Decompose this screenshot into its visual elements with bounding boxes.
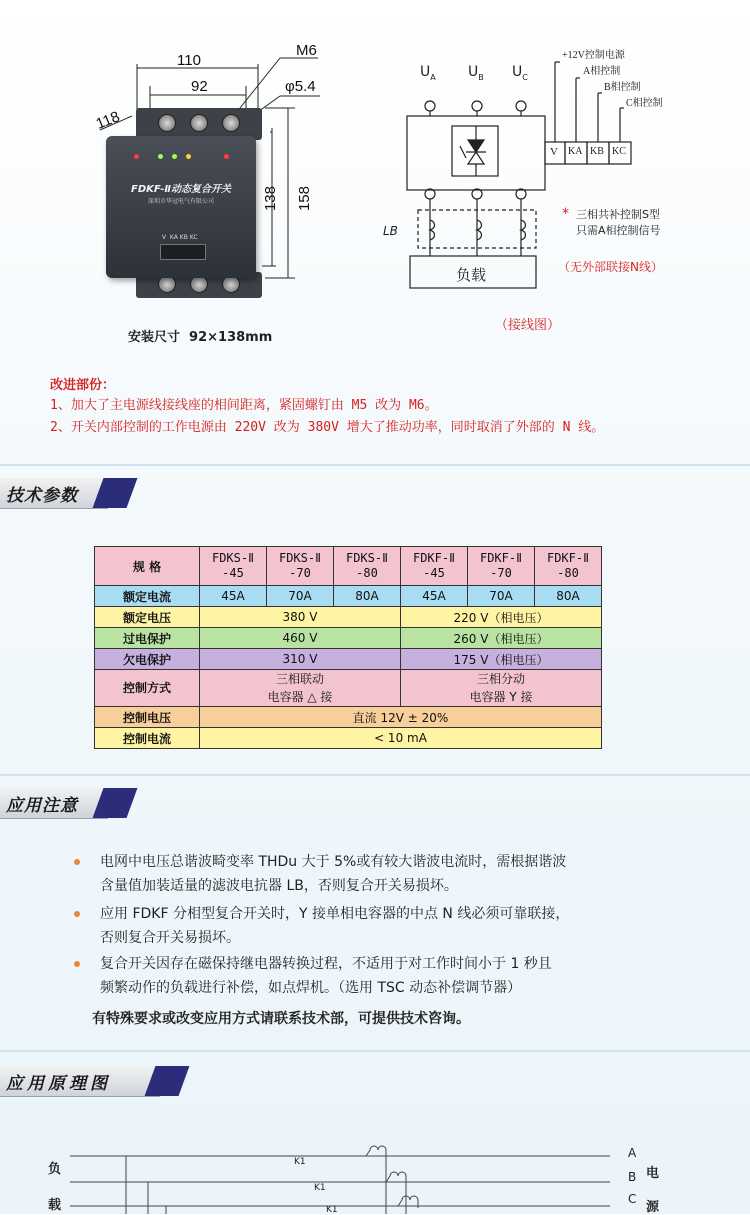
table-row-label: 额定电流 [95, 586, 200, 607]
dim-hole: φ5.4 [285, 78, 316, 95]
section-title-principle: 应用原理图 [6, 1074, 111, 1094]
phase-uc-label: $U_C$ [512, 64, 528, 82]
phase-ua-label: $U_A$ [420, 64, 436, 82]
table-cell: 45A [200, 586, 267, 607]
device-terminal-labels: V KA KB KC [162, 234, 198, 241]
table-cell: 380 V [200, 607, 401, 628]
lb-label: LB [383, 224, 398, 238]
wiring-caption: （接线图） [495, 318, 561, 333]
table-cell: 310 V [200, 649, 401, 670]
spec-table [94, 546, 602, 749]
table-row [95, 707, 602, 728]
table-row-label: 欠电保护 [95, 649, 200, 670]
dim-height-138: 138 [262, 186, 279, 212]
table-cell: 70A [267, 586, 334, 607]
section-banner-tech [0, 478, 140, 508]
relay-k1-label: K1 [314, 1183, 326, 1193]
dim-width-92: 92 [191, 78, 208, 95]
phase-a-label: A [628, 1146, 637, 1160]
table-cell: 三相分动 电容器 Y 接 [401, 670, 602, 707]
table-cell: 220 V（相电压） [401, 607, 602, 628]
dim-height-158: 158 [296, 186, 313, 212]
ctrl-12v-label: +12V控制电源 [562, 50, 625, 61]
table-cell: FDKS-Ⅱ -70 [267, 547, 334, 586]
terminal-kb: KB [590, 146, 604, 157]
table-cell: 45A [401, 586, 468, 607]
dim-width-110: 110 [177, 52, 201, 69]
star-mark: * [562, 206, 569, 222]
table-row [95, 728, 602, 749]
star-note-2: 只需A相控制信号 [576, 224, 661, 237]
table-row [95, 649, 602, 670]
load-label: 负载 [456, 266, 487, 284]
improve-item-1: 1、加大了主电源线接线座的相间距离，紧固螺钉由 M5 改为 M6。 [50, 398, 438, 413]
principle-diagram [60, 1140, 630, 1214]
table-cell: 80A [535, 586, 602, 607]
table-cell: 260 V（相电压） [401, 628, 602, 649]
table-cell: 直流 12V ± 20% [200, 707, 602, 728]
dim-depth-118: 118 [93, 108, 123, 133]
section-divider [0, 774, 750, 776]
ctrl-b-label: B相控制 [604, 82, 641, 93]
improve-item-2: 2、开关内部控制的工作电源由 220V 改为 380V 增大了推动功率，同时取消了外部的 N 线。 [50, 420, 605, 435]
section-title-tech: 技术参数 [6, 486, 78, 506]
source-side-label-2: 源 [646, 1200, 660, 1215]
led-indicator [186, 154, 191, 159]
terminal-v: V [550, 146, 558, 158]
device-brand: FDKF-Ⅱ动态复合开关 [131, 184, 231, 195]
control-terminal [160, 244, 206, 260]
terminal-screw [190, 114, 208, 132]
table-row-label: 额定电压 [95, 607, 200, 628]
table-cell: FDKS-Ⅱ -80 [334, 547, 401, 586]
dim-m6: M6 [296, 42, 317, 59]
table-cell: 175 V（相电压） [401, 649, 602, 670]
note-item-3: 复合开关因存在磁保持继电器转换过程，不适用于对工作时间小于 1 秒且 频繁动作的负载进行补偿，如点焊机。（选用 TSC 动态补偿调节器） [100, 956, 552, 996]
led-indicator [158, 154, 163, 159]
table-row [95, 670, 602, 707]
table-row [95, 547, 602, 586]
source-side-label-1: 电 [646, 1166, 660, 1181]
table-cell: < 10 mA [200, 728, 602, 749]
phase-ub-label: $U_B$ [468, 64, 484, 82]
table-cell: 460 V [200, 628, 401, 649]
table-row [95, 607, 602, 628]
table-cell: FDKF-Ⅱ -45 [401, 547, 468, 586]
ctrl-a-label: A相控制 [583, 66, 621, 77]
section-title-notes: 应用注意 [6, 796, 78, 816]
table-header: 规 格 [95, 547, 200, 586]
section-divider [0, 464, 750, 466]
star-note-1: 三相共补控制S型 [576, 208, 660, 221]
terminal-ka: KA [568, 146, 583, 157]
table-row-label: 控制方式 [95, 670, 200, 707]
terminal-screw [222, 114, 240, 132]
table-row [95, 628, 602, 649]
terminal-kc: KC [612, 146, 626, 157]
section-divider [0, 1050, 750, 1052]
led-indicator [224, 154, 229, 159]
led-indicator [172, 154, 177, 159]
install-size-caption: 安装尺寸 92×138mm [128, 330, 273, 345]
table-cell: 80A [334, 586, 401, 607]
table-row [95, 586, 602, 607]
load-side-label-1: 负 [48, 1162, 62, 1177]
notes-footer: 有特殊要求或改变应用方式请联系技术部，可提供技术咨询。 [92, 1011, 470, 1027]
table-cell: FDKS-Ⅱ -45 [200, 547, 267, 586]
phase-b-label: B [628, 1170, 637, 1184]
led-indicator [134, 154, 139, 159]
load-side-label-2: 载 [48, 1198, 62, 1213]
table-row-label: 控制电压 [95, 707, 200, 728]
section-banner-principle [0, 1066, 200, 1096]
bullet-icon [74, 859, 80, 865]
table-row-label: 控制电流 [95, 728, 200, 749]
relay-k1-label: K1 [326, 1205, 338, 1215]
bullet-icon [74, 961, 80, 967]
bullet-icon [74, 911, 80, 917]
section-banner-notes [0, 788, 140, 818]
table-cell: 70A [468, 586, 535, 607]
no-n-note: （无外部联接N线） [558, 260, 663, 274]
note-item-1: 电网中电压总谐波畸变率 THDu 大于 5%或有较大谐波电流时，需根据谐波 含量值加装适量的滤波电抗器 LB，否则复合开关易损坏。 [100, 854, 567, 894]
table-cell: FDKF-Ⅱ -80 [535, 547, 602, 586]
device-photo [106, 136, 256, 278]
note-item-2: 应用 FDKF 分相型复合开关时，Y 接单相电容器的中点 N 线必须可靠联接， 否则复合开关易损坏。 [100, 906, 570, 946]
relay-k1-label: K1 [294, 1157, 306, 1167]
table-row-label: 过电保护 [95, 628, 200, 649]
terminal-screw [158, 114, 176, 132]
improve-title: 改进部份： [50, 378, 116, 393]
table-cell: 三相联动 电容器 △ 接 [200, 670, 401, 707]
ctrl-c-label: C相控制 [626, 98, 663, 109]
phase-c-label: C [628, 1192, 637, 1206]
table-cell: FDKF-Ⅱ -70 [468, 547, 535, 586]
device-maker: 深圳市华冠电气有限公司 [147, 198, 214, 205]
